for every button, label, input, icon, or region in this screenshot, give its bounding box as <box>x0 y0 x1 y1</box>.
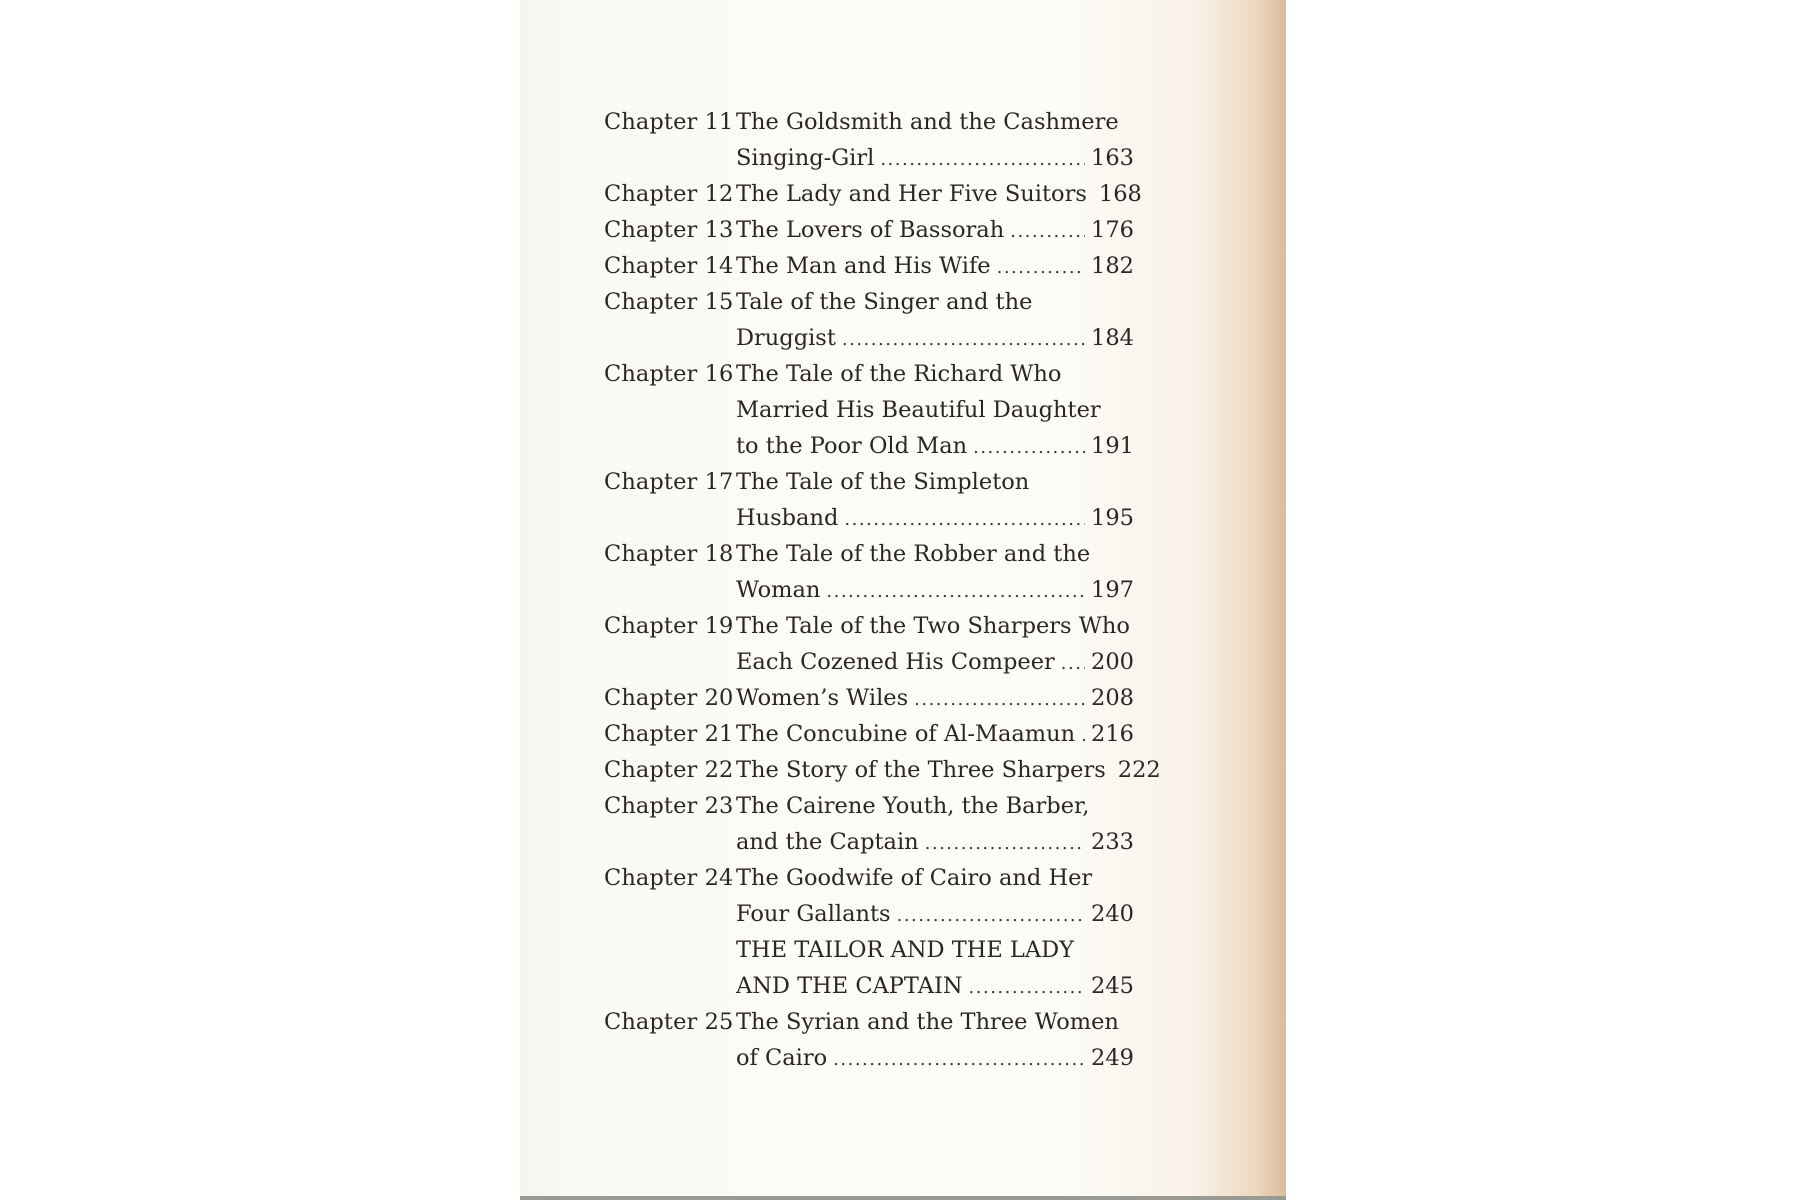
chapter-title: Married His Beautiful Daughter <box>736 397 1101 423</box>
chapter-label: Chapter 24 <box>604 865 734 891</box>
toc-line <box>604 176 1142 212</box>
chapter-label: Chapter 13 <box>604 217 734 243</box>
toc-line <box>604 644 1134 680</box>
toc-line <box>604 212 1134 248</box>
chapter-title: The Tale of the Robber and the <box>736 541 1091 567</box>
toc-line <box>604 500 1134 536</box>
chapter-label: Chapter 18 <box>604 541 734 567</box>
dot-leader <box>997 250 1085 286</box>
page-number: 240 <box>1091 901 1134 927</box>
chapter-title: The Lovers of Bassorah <box>736 217 1005 243</box>
chapter-label: Chapter 20 <box>604 685 734 711</box>
chapter-title: The Tale of the Two Sharpers Who <box>736 613 1130 639</box>
page-number: 245 <box>1091 973 1134 999</box>
toc-line <box>604 752 1161 788</box>
chapter-title: The Goodwife of Cairo and Her <box>736 865 1093 891</box>
chapter-label: Chapter 12 <box>604 181 734 207</box>
chapter-title: Singing-Girl <box>736 145 875 171</box>
toc-line <box>604 428 1134 464</box>
toc-entry <box>604 608 1134 680</box>
toc-line <box>604 536 1134 572</box>
dot-leader <box>969 970 1086 1006</box>
toc-line <box>604 464 1134 500</box>
page-bottom-edge <box>520 1196 1286 1200</box>
chapter-title: The Syrian and the Three Women <box>736 1009 1119 1035</box>
chapter-title: THE TAILOR AND THE LADY <box>736 937 1075 963</box>
chapter-title: The Concubine of Al-Maamun <box>736 721 1076 747</box>
chapter-title: The Cairene Youth, the Barber, <box>736 793 1090 819</box>
toc-line <box>604 932 1134 968</box>
toc-line <box>604 320 1134 356</box>
page-number: 200 <box>1091 649 1134 675</box>
chapter-label: Chapter 14 <box>604 253 734 279</box>
chapter-title: to the Poor Old Man <box>736 433 968 459</box>
toc-line <box>604 608 1134 644</box>
chapter-label: Chapter 22 <box>604 757 734 783</box>
chapter-label: Chapter 15 <box>604 289 734 315</box>
toc-line <box>604 896 1134 932</box>
toc-entry <box>604 176 1142 212</box>
chapter-title: AND THE CAPTAIN <box>736 973 963 999</box>
chapter-title: Each Cozened His Compeer <box>736 649 1055 675</box>
toc-entry <box>604 212 1134 248</box>
toc-line <box>604 140 1134 176</box>
chapter-title: The Goldsmith and the Cashmere <box>736 109 1119 135</box>
toc-line <box>604 284 1134 320</box>
dot-leader <box>973 430 1085 466</box>
dot-leader <box>844 502 1085 538</box>
page-number: 249 <box>1091 1045 1134 1071</box>
chapter-label: Chapter 25 <box>604 1009 734 1035</box>
chapter-label: Chapter 23 <box>604 793 734 819</box>
chapter-title: Druggist <box>736 325 836 351</box>
toc-line <box>604 680 1134 716</box>
chapter-title: Woman <box>736 577 821 603</box>
page-number: 182 <box>1091 253 1134 279</box>
chapter-title: The Man and His Wife <box>736 253 991 279</box>
toc-entry <box>604 860 1134 932</box>
toc-entry <box>604 248 1134 284</box>
page-number: 184 <box>1091 325 1134 351</box>
chapter-title: Four Gallants <box>736 901 891 927</box>
toc-entry <box>604 716 1134 752</box>
toc-line <box>604 788 1134 824</box>
dot-leader <box>826 574 1085 610</box>
page-number: 208 <box>1091 685 1134 711</box>
chapter-title: Husband <box>736 505 839 531</box>
chapter-title: and the Captain <box>736 829 919 855</box>
toc-entry <box>604 356 1134 464</box>
toc-entry <box>604 284 1134 356</box>
chapter-title: The Tale of the Simpleton <box>736 469 1030 495</box>
toc-entry <box>604 1004 1134 1076</box>
toc-entry <box>604 932 1134 1004</box>
chapter-label: Chapter 11 <box>604 109 734 135</box>
chapter-title: of Cairo <box>736 1045 828 1071</box>
page-number: 216 <box>1091 721 1134 747</box>
page-number: 163 <box>1091 145 1134 171</box>
toc-line <box>604 860 1134 896</box>
dot-leader <box>842 322 1085 358</box>
toc-line <box>604 356 1134 392</box>
page-gutter-shadow <box>1256 0 1286 1200</box>
page-number: 191 <box>1091 433 1134 459</box>
toc-line <box>604 104 1134 140</box>
dot-leader <box>1061 646 1085 682</box>
chapter-title: Women’s Wiles <box>736 685 909 711</box>
dot-leader <box>833 1042 1085 1078</box>
chapter-title: The Tale of the Richard Who <box>736 361 1062 387</box>
toc-entry <box>604 536 1134 608</box>
toc-line <box>604 572 1134 608</box>
chapter-label: Chapter 19 <box>604 613 734 639</box>
toc-line <box>604 716 1134 752</box>
toc-entry <box>604 464 1134 536</box>
toc-line <box>604 824 1134 860</box>
chapter-label: Chapter 17 <box>604 469 734 495</box>
toc-line <box>604 392 1134 428</box>
toc-line <box>604 1040 1134 1076</box>
page-number: 176 <box>1091 217 1134 243</box>
toc-line <box>604 968 1134 1004</box>
toc-entry <box>604 752 1161 788</box>
table-of-contents <box>604 104 1161 1076</box>
chapter-label: Chapter 21 <box>604 721 734 747</box>
page-number: 222 <box>1117 757 1161 783</box>
page-number: 233 <box>1091 829 1134 855</box>
dot-leader <box>914 682 1085 718</box>
chapter-title: The Story of the Three Sharpers <box>736 757 1106 783</box>
chapter-title: The Lady and Her Five Suitors <box>736 181 1087 207</box>
toc-entry <box>604 788 1134 860</box>
toc-entry <box>604 104 1134 176</box>
dot-leader <box>897 898 1085 934</box>
page-number: 195 <box>1091 505 1134 531</box>
chapter-title: Tale of the Singer and the <box>736 289 1033 315</box>
dot-leader <box>925 826 1085 862</box>
dot-leader <box>1010 214 1085 250</box>
toc-line <box>604 1004 1134 1040</box>
toc-line <box>604 248 1134 284</box>
page-number: 197 <box>1091 577 1134 603</box>
chapter-label: Chapter 16 <box>604 361 734 387</box>
page-number: 168 <box>1098 181 1142 207</box>
dot-leader <box>880 142 1085 178</box>
book-page <box>520 0 1286 1200</box>
toc-entry <box>604 680 1134 716</box>
